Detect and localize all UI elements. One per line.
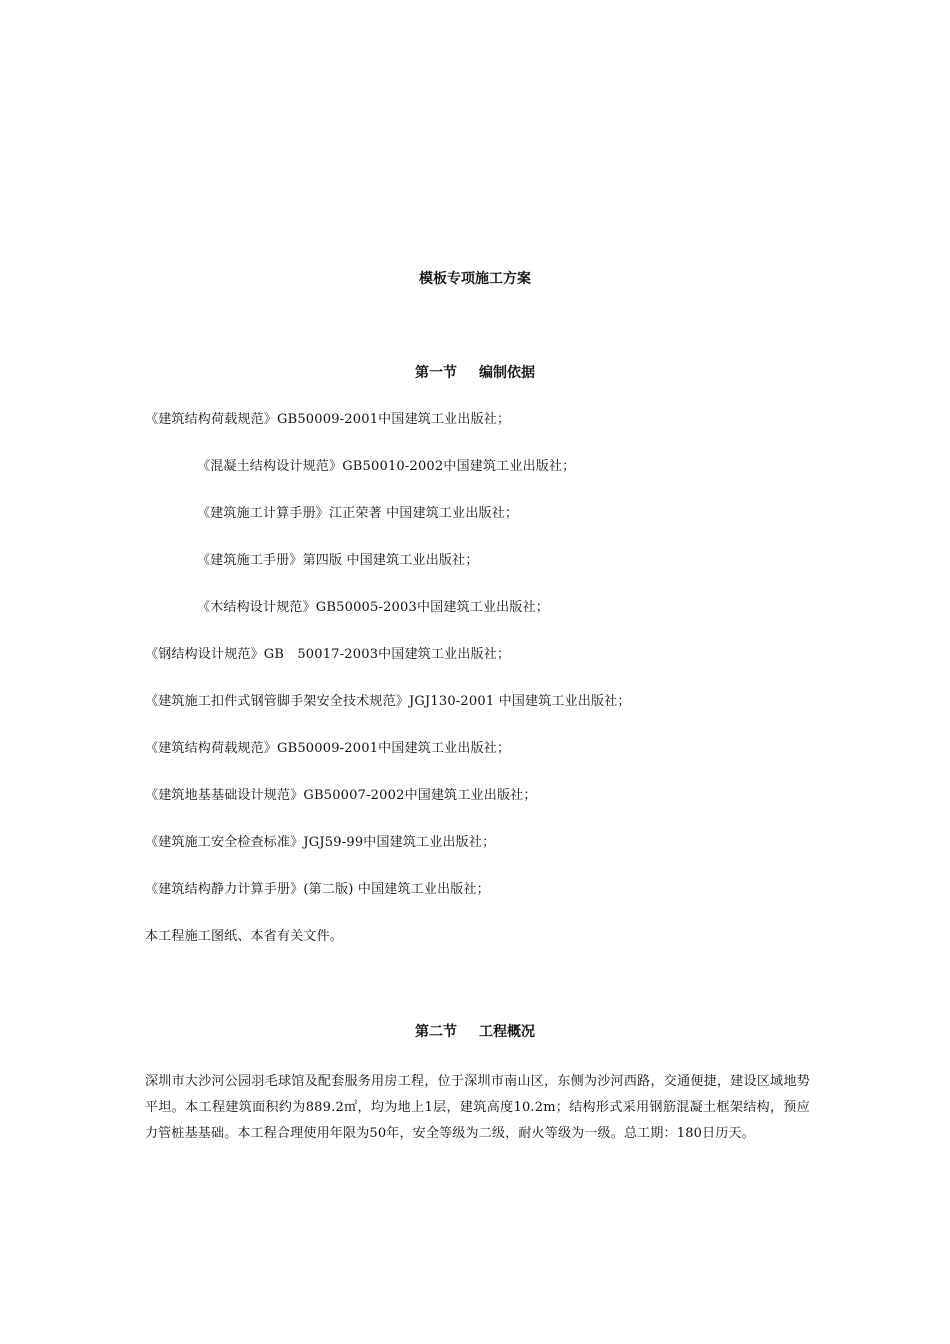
reference-item: 《建筑施工计算手册》江正荣著 中国建筑工业出版社；	[197, 506, 519, 521]
reference-item: 《建筑施工扣件式钢管脚手架安全技术规范》JGJ130-2001 中国建筑工业出版社；	[145, 694, 631, 709]
reference-item: 《建筑施工手册》第四版 中国建筑工业出版社；	[197, 553, 479, 568]
reference-item: 《建筑结构荷载规范》GB50009-2001中国建筑工业出版社；	[145, 412, 511, 427]
section-2-heading	[0, 1022, 950, 1042]
reference-item: 《建筑施工安全检查标准》JGJ59-99中国建筑工业出版社；	[145, 835, 496, 850]
reference-item: 本工程施工图纸、本省有关文件。	[145, 929, 344, 944]
section-2-number: 第二节	[415, 1024, 457, 1040]
project-overview-paragraph: 深圳市大沙河公园羽毛球馆及配套服务用房工程，位于深圳市南山区，东侧为沙河西路，交通便捷，建设区域地势平坦。本工程建筑面积约为889.2㎡，均为地上1层，建筑高度10.2m；结构形式采用钢筋混凝土框架结构，预应力管桩基基础。本工程合理使用年限为50年，安全等级为二级，耐火等级为一级。总工期：180日历天。	[145, 1074, 810, 1141]
reference-item: 《钢结构设计规范》GB 50017-2003中国建筑工业出版社；	[145, 647, 511, 662]
reference-item: 《建筑地基基础设计规范》GB50007-2002中国建筑工业出版社；	[145, 788, 537, 803]
reference-item: 《建筑结构荷载规范》GB50009-2001中国建筑工业出版社；	[145, 741, 511, 756]
reference-item: 《木结构设计规范》GB50005-2003中国建筑工业出版社；	[197, 600, 549, 615]
document-title: 模板专项施工方案	[419, 271, 531, 287]
section-1-heading	[0, 363, 950, 383]
section-2-title: 工程概况	[479, 1024, 535, 1040]
reference-item: 《混凝土结构设计规范》GB50010-2002中国建筑工业出版社；	[197, 459, 576, 474]
section-1-title: 编制依据	[479, 365, 535, 381]
section-1-number: 第一节	[415, 365, 457, 381]
reference-item: 《建筑结构静力计算手册》(第二版) 中国建筑工业出版社；	[145, 882, 490, 897]
